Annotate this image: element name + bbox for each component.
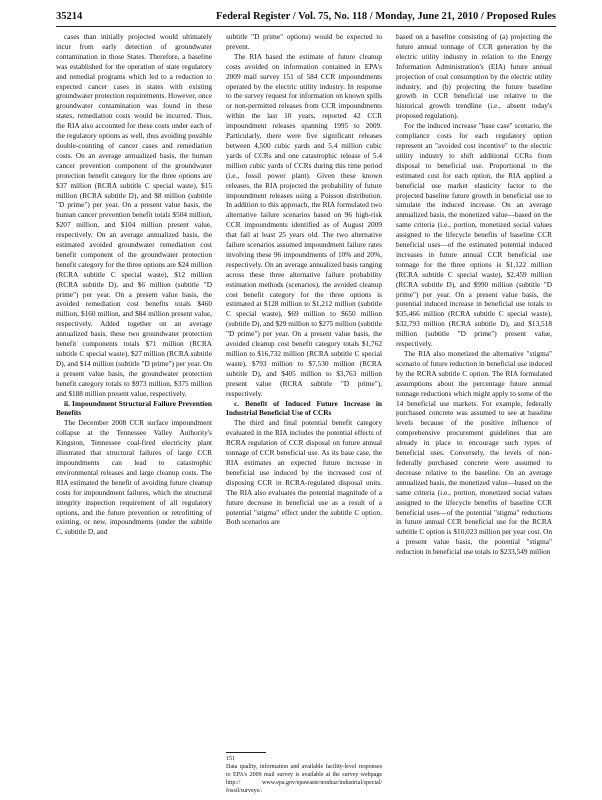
footnote-text: Data quality, information and available facility-level responses to EPA's 2009 mail survey is available at the survey webpage http:// www.epa.gov/epawaste/nonhaz/industrial/special/ fossil/surveys/. xyxy=(226,764,382,794)
text-column-2 xyxy=(226,32,382,527)
paragraph: cases than initially projected would ultimately incur from early detection of groundwater contamination in those States. Therefore, a baseline was established for the operation of state regulatory and remedial programs which led to a reduction to expected cancer cases in states with existing groundwater protection requirements. However, once groundwater contamination was found in these states, remediation costs would be incurred. Thus, the RIA also accounted for these costs under each of the regulatory options as well, thus avoiding possible double-counting of cancer cases and remediation costs. On an average annualized basis, the human cancer prevention component of the groundwater protection benefit category for the three options are $37 million (RCRA subtitle C special waste), $15 million (RCRA subtitle D), and $8 million (subtitle "D prime") per year. On a present value basis, the human cancer prevention benefit totals $504 million, $207 million, and $104 million present value, respectively. On an average annualized basis, the estimated avoided groundwater remediation cost benefit component of the groundwater protection benefit category for the three options are $24 million (RCRA subtitle C special waste), $12 million (RCRA subtitle D), and $6 million (subtitle "D prime") per year. On a present value basis, the avoided remediation cost benefits totals $460 million, $160 million, and $84 million present value, respectively. Added together on an average annualized basis, these two groundwater protection benefit components totals $71 million (RCRA subtitle C special waste), $27 million (RCRA subtitle D), and $14 million (subtitle "D prime") per year. On a present value basis, the groundwater protection benefit category totals to $973 million, $375 million and $188 million present value, respectively. xyxy=(56,32,212,398)
paragraph: based on a baseline consisting of (a) projecting the future annual tonnage of CCR generation by the electric utility industry in relation to the Energy Information Administration's (EIA) future annual projection of coal consumption by the electric utility industry, and (b) projecting the future baseline growth in CCR beneficial use relative to the historical growth trendline (i.e., absent today's proposed regulation). xyxy=(396,32,552,121)
section-heading: ii. Impoundment Structural Failure Prevention Benefits xyxy=(56,398,212,418)
publication-line: Federal Register / Vol. 75, No. 118 / Monday, June 21, 2010 / Proposed Rules xyxy=(216,11,556,22)
paragraph: For the induced increase "base case" scenario, the compliance costs for each regulatory option represent an "avoided cost incentive" to the electric utility industry to shift additional CCRs from disposal to beneficial use. Proportional to the estimated cost for each option, the RIA applied a beneficial use market elasticity factor to the projected baseline future growth in beneficial use to simulate the induced increase. On an average annualized basis, the monetized value—based on the same criteria (i.e., portion, monetized social values assigned to the lifecycle benefits of baseline CCR beneficial uses—of the estimated potential induced increases in future annual CCR beneficial use tonnage for the three options is $1,122 million (RCRA subtitle C special waste), $2,459 million (RCRA subtitle D), and $990 million (subtitle "D prime") per year. On a present value basis, the potential induced increase in beneficial use totals to $35,466 million (RCRA subtitle C special waste), $32,793 million (RCRA subtitle D), and $13,518 million (subtitle "D prime") present value, respectively. xyxy=(396,121,552,349)
footnote-number: 151 xyxy=(226,756,235,762)
section-heading: c. Benefit of Induced Future Increase in Industrial Beneficial Use of CCRs xyxy=(226,398,382,418)
page-number: 35214 xyxy=(56,11,83,22)
paragraph: subtitle "D prime" options) would be expected to prevent. xyxy=(226,32,382,51)
footnote xyxy=(226,752,382,795)
paragraph: The RIA also monetized the alternative "stigma" scenario of future reduction in beneficial use induced by the RCRA subtitle C option. The RIA formulated assumptions about the percentage future annual tonnage reductions which might apply to some of the 14 beneficial use markets. For example, federally purchased concrete was assumed to see at baseline levels because of the positive influence of comprehensive procurement guidelines that are already in place to encourage such types of beneficial uses. Conversely, the levels of non-federally purchased concrete were assumed to decrease relative to the baseline. On an average annualized basis, the monetized value—based on the same criteria (i.e., portion, monetized social values assigned to the lifecycle benefits of baseline CCR beneficial uses—of the potential "stigma" reductions in future annual CCR beneficial use for the RCRA subtitle C option is $10,023 million per year cost. On a present value basis, the potential "stigma" reduction in beneficial use totals to $233,549 million xyxy=(396,349,552,557)
text-column-1 xyxy=(56,32,212,537)
footnote-rule xyxy=(226,752,266,753)
paragraph: The RIA based the estimate of future cleanup costs avoided on information contained in EPA's 2009 mail survey 151 of 584 CCR impoundments operated by the electric utility industry. In response to the survey request for information on known spills or non-permitted releases from CCR impoundments within the last 10 years, reported 42 CCR impoundment releases spanning 1995 to 2009. Particularly, there were five significant releases between 4,500 cubic yards and 5.4 million cubic yards of CCRs and one catastrophic release of 5.4 million cubic yards of CCRs during this time period (i.e., fossil power plant). Given these known releases, the RIA projected the probability of future impoundment releases using a Poisson distribution. In addition to this approach, the RIA formulated two alternative failure scenarios based on 96 high-risk CCR impoundments identified as of August 2009 that fail at least 25 years old. The two alternative failure scenarios assumed impoundment failure rates involving these 96 impoundments of 10% and 20%, respectively. On an average annualized basis ranging across these three alternative failure probability estimation methods (scenarios), the avoided cleanup cost benefit category for the three options is estimated at $128 million to $1,212 million (subtitle C special waste), $69 million to $650 million (subtitle D), and $29 million to $275 million (subtitle "D prime") per year. On a present value basis, the avoided cleanup cost benefit category totals $1,762 million to $16,732 million (RCRA subtitle C special waste), $793 million to $7,530 million (RCRA subtitle D), and $405 million to $3,763 million present value (RCRA subtitle "D prime"), respectively. xyxy=(226,51,382,398)
text-column-3 xyxy=(396,32,552,557)
paragraph: The December 2008 CCR surface impoundment collapse at the Tennessee Valley Authority's Kingston, Tennessee coal-fired electricity plant illustrated that structural failures of large CCR impoundments can lead to catastrophic environmental releases and large cleanup costs. The RIA estimated the benefit of avoiding future cleanup costs for impoundment failures, which the structural integrity inspection requirement of all regulatory options, and the future prevention or retrofitting of existing, or new, impoundments (under the subtitle C, subtitle D, and xyxy=(56,418,212,537)
paragraph: The third and final potential benefit category evaluated in the RIA includes the potential effects of RCRA regulation of CCR disposal on future annual tonnage of CCR beneficial use. As its base case, the RIA estimates an expected future increase in beneficial use induced by the increased cost of disposing CCR in RCRA-regulated disposal units. The RIA also evaluates the potential magnitude of a future decrease in beneficial use as a result of a potential "stigma" effect under the subtitle C option. Both scenarios are xyxy=(226,418,382,527)
page-header xyxy=(56,10,556,27)
